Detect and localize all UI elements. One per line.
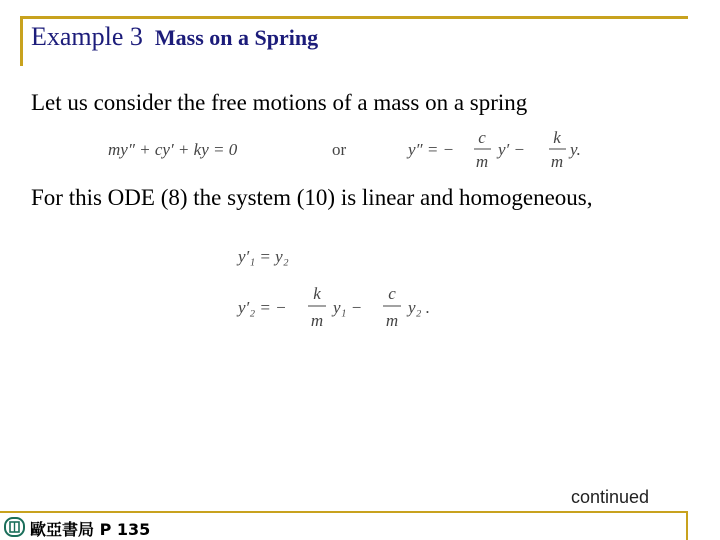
equation-spring [100, 126, 600, 172]
eq1-mid: y′ − [498, 140, 525, 159]
frame-bottom-line [0, 511, 688, 513]
equation-system [232, 240, 492, 340]
eq1-frac2-num: k [553, 128, 561, 147]
frame-left-line [20, 16, 23, 66]
slide-title [31, 22, 318, 52]
sys-eq1: y′₁ = y₂ [238, 247, 289, 266]
eq1-frac1-den: m [475, 152, 489, 171]
body-line-2: For this ODE (8) the system (10) is linear and homogeneous, [31, 185, 593, 210]
eq1-or: or [332, 140, 347, 159]
footer-publisher [30, 517, 150, 540]
eq1-rhs-start: y″ = − [408, 140, 455, 159]
sys-frac2-den: m [385, 311, 399, 330]
publisher-name: 歐亞書局 [30, 520, 95, 539]
frame-right-line [686, 511, 688, 540]
sys-eq2-end: y₂ . [408, 298, 430, 317]
sys-frac1-num: k [313, 284, 321, 303]
sys-frac2-num: c [388, 284, 396, 303]
title-main: Example 3 [31, 22, 143, 51]
body-line-1: Let us consider the free motions of a mass on a spring [31, 90, 528, 115]
sys-frac1-den: m [310, 311, 324, 330]
eq1-end: y. [570, 140, 581, 159]
sys-eq2-mid: y₁ − [333, 298, 363, 317]
eq1-frac2-den: m [550, 152, 564, 171]
frame-top-line [20, 16, 688, 19]
sys-eq2-start: y′₂ = − [238, 298, 287, 317]
publisher-logo-icon [4, 516, 26, 538]
page-label: P 135 [99, 520, 151, 539]
title-subtitle: Mass on a Spring [154, 25, 319, 50]
continued-label: continued [571, 487, 650, 507]
eq1-lhs: my″ + cy′ + ky = 0 [108, 140, 238, 159]
eq1-frac1-num: c [478, 128, 486, 147]
